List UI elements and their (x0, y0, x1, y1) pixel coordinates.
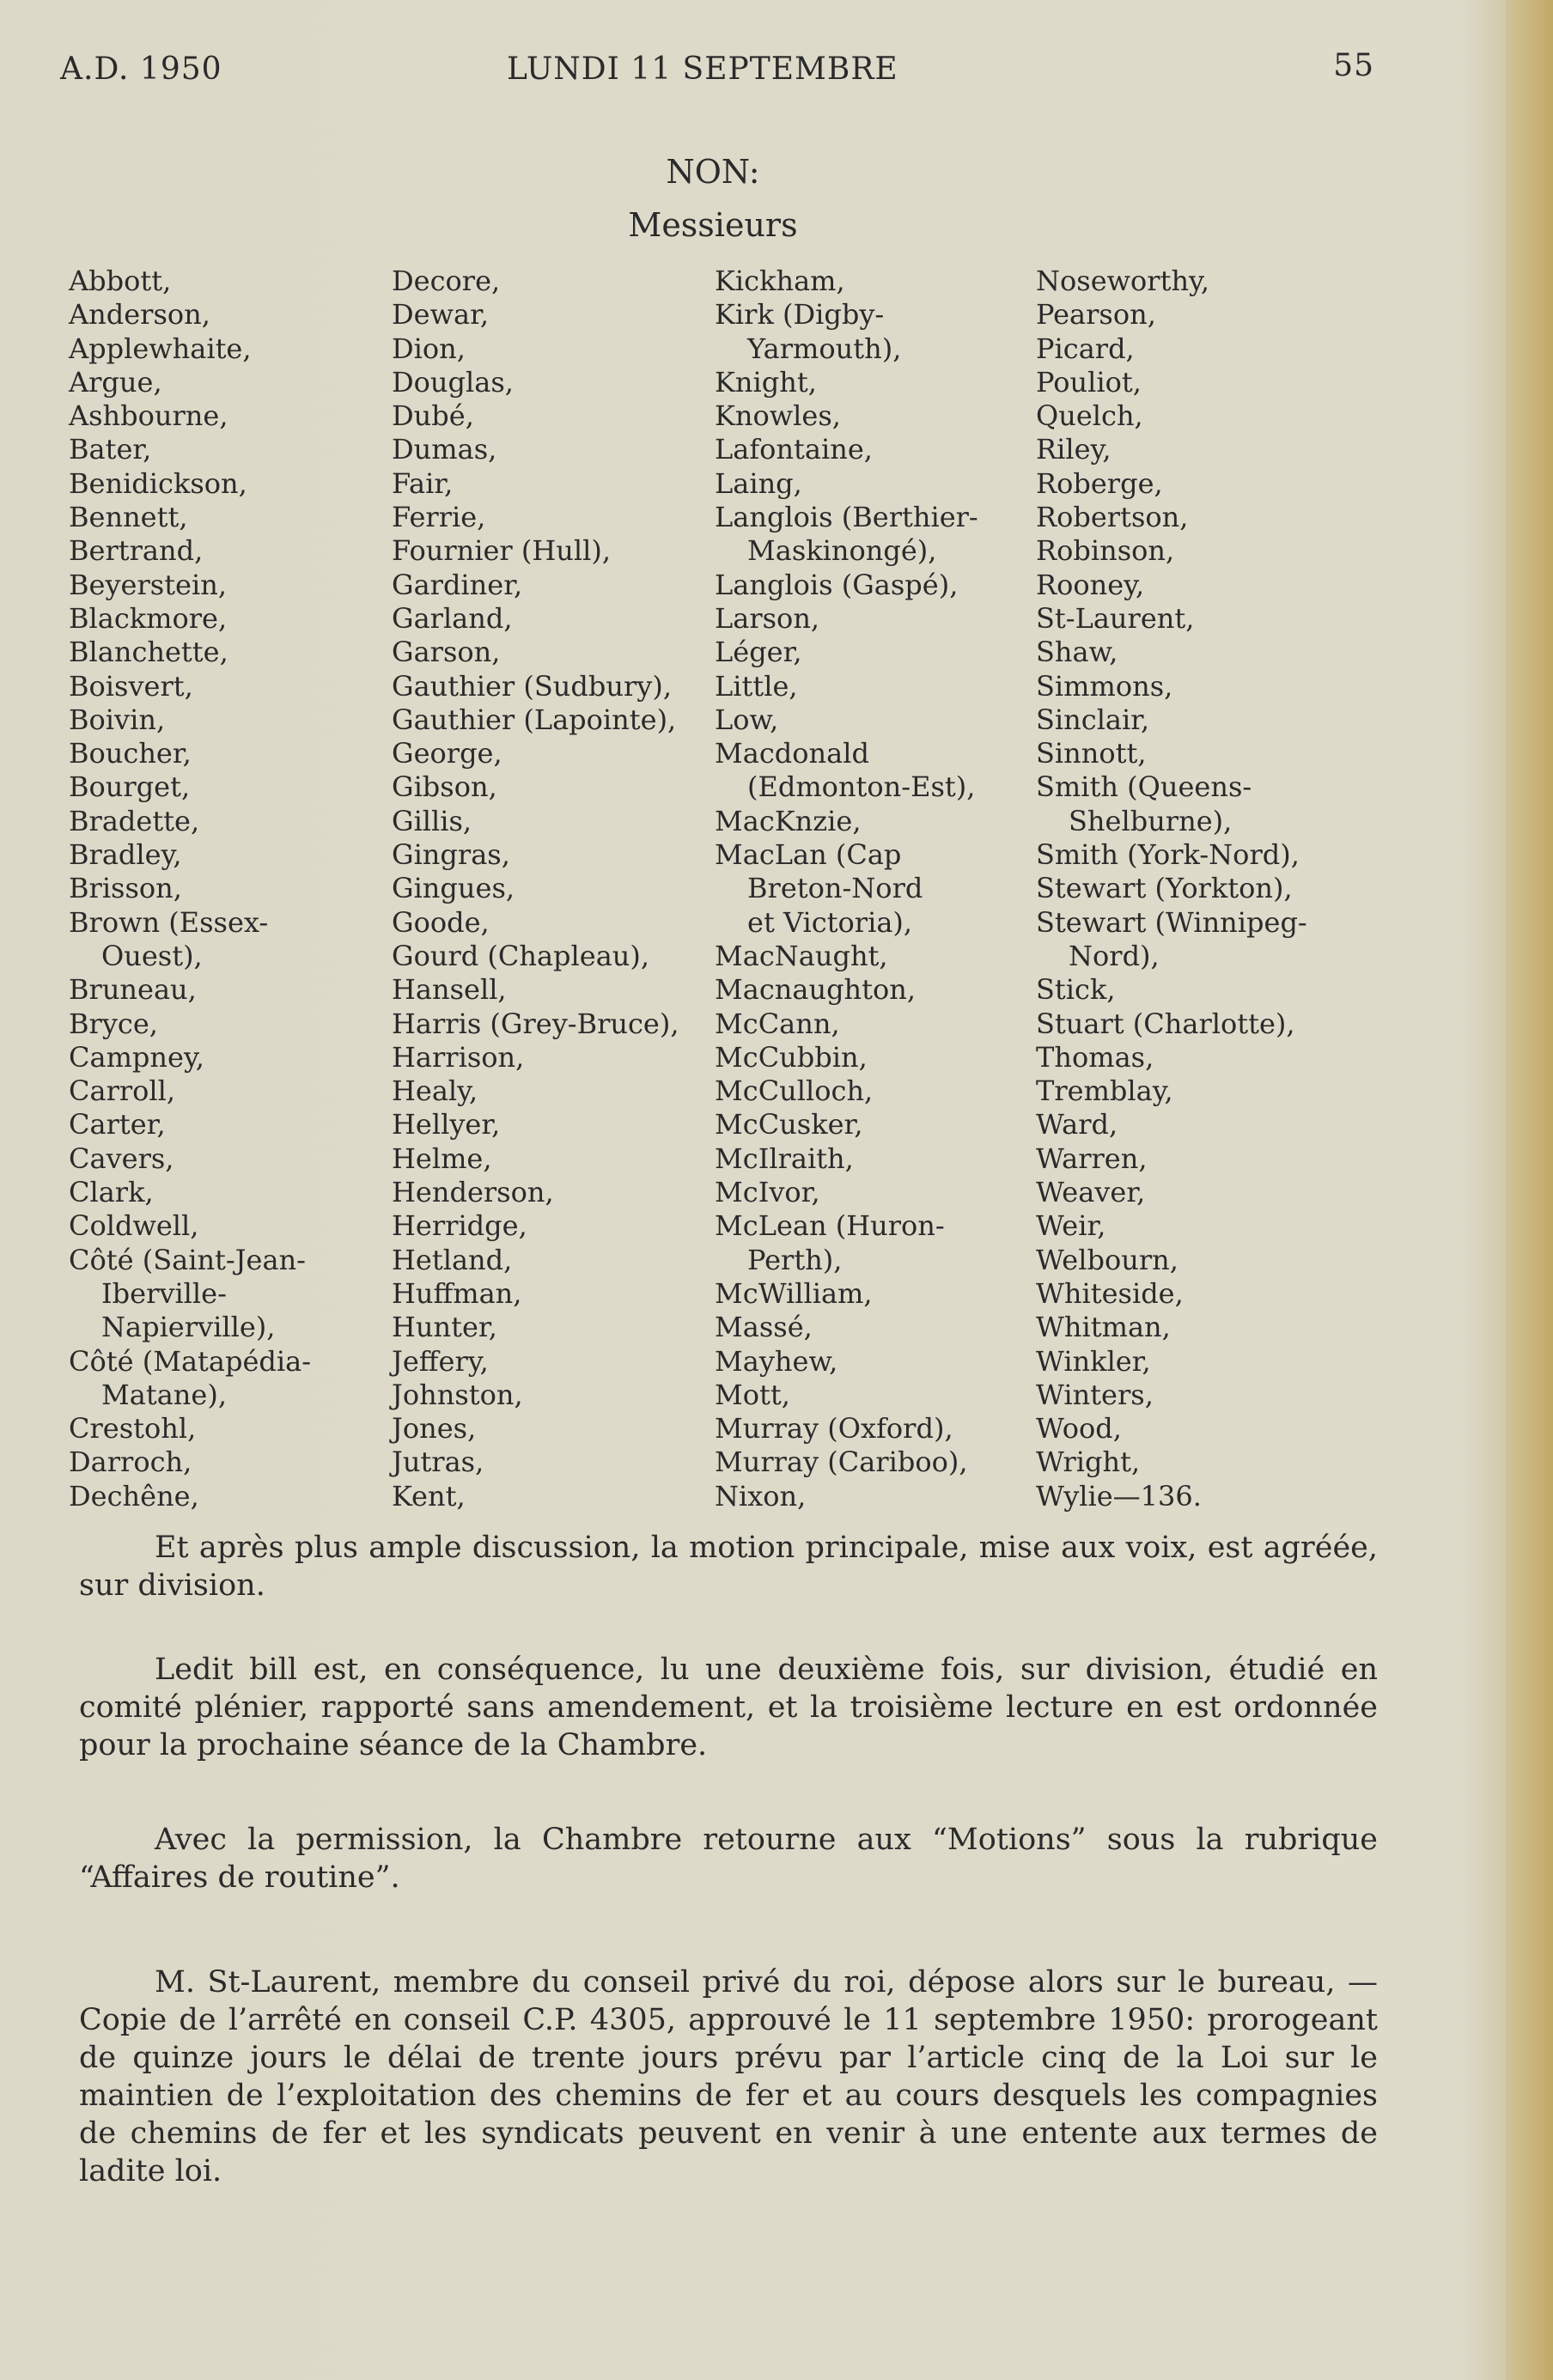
member-name: Boisvert, (69, 669, 193, 703)
member-name: Blackmore, (69, 601, 228, 635)
member-name: Larson, (715, 601, 820, 635)
member-name: Murray (Oxford), (715, 1412, 953, 1446)
names-column-2 (392, 265, 716, 1513)
member-name: Ferrie, (392, 501, 486, 534)
member-name: Garson, (392, 636, 501, 669)
member-name: Mayhew, (715, 1344, 838, 1378)
member-name: Ward, (1036, 1108, 1118, 1141)
member-name: Harrison, (392, 1040, 525, 1074)
member-name: Healy, (392, 1074, 478, 1108)
paragraph: Ledit bill est, en conséquence, lu une deuxième fois, sur division, étudié en comité plénier, rapporté sans amendement, et la troisième lecture en est ordonnée pour la prochaine séance de la Chambre. (79, 1653, 1378, 1762)
member-name: Gauthier (Lapointe), (392, 703, 677, 736)
member-name: Noseworthy, (1036, 265, 1210, 297)
member-name: Hansell, (392, 973, 507, 1007)
member-name: Coldwell, (69, 1209, 199, 1243)
member-name: Yarmouth), (747, 332, 902, 365)
member-name: Pearson, (1036, 298, 1156, 332)
member-name: Abbott, (69, 265, 172, 297)
member-name: Dewar, (392, 298, 490, 332)
member-name: Gingras, (392, 838, 510, 872)
member-name: Gingues, (392, 872, 515, 905)
member-name: Robertson, (1036, 501, 1189, 534)
member-name: Gardiner, (392, 568, 523, 601)
member-name: Thomas, (1036, 1040, 1154, 1074)
member-name: Carroll, (69, 1074, 176, 1108)
member-name: Low, (715, 703, 779, 736)
member-name: Wylie—136. (1036, 1479, 1202, 1513)
member-name: Massé, (715, 1311, 813, 1344)
member-name: St-Laurent, (1036, 601, 1195, 635)
member-name: Langlois (Berthier- (715, 501, 978, 534)
member-name: Iberville- (101, 1276, 227, 1310)
member-name: Anderson, (69, 298, 210, 332)
member-name: Knowles, (715, 399, 841, 433)
member-name: Harris (Grey-Bruce), (392, 1007, 679, 1040)
member-name: Henderson, (392, 1176, 554, 1209)
names-column-4 (1036, 265, 1361, 1513)
member-name: Clark, (69, 1176, 154, 1209)
member-name: Weaver, (1036, 1176, 1146, 1209)
member-name: Rooney, (1036, 568, 1145, 601)
member-name: Dubé, (392, 399, 474, 433)
member-name: Knight, (715, 365, 817, 399)
member-name: Winkler, (1036, 1344, 1151, 1378)
member-name: Nord), (1069, 939, 1160, 972)
member-name: Stewart (Winnipeg- (1036, 905, 1307, 939)
member-name: Gourd (Chapleau), (392, 939, 650, 972)
member-name: Helme, (392, 1141, 492, 1175)
member-name: Hetland, (392, 1243, 513, 1276)
member-name: Garland, (392, 601, 513, 635)
member-name: Stick, (1036, 973, 1116, 1007)
paragraph: M. St-Laurent, membre du conseil privé du roi, dépose alors sur le bureau, —Copie de l’arrêté en conseil C.P. 4305, approuvé le 11 septembre 1950: prorogeant de quinze jours le délai de trente jours prévu par l’article cinq de la Loi sur le maintien de l’exploitation des chemins de fer et au cours desquels les compagnies de chemins de fer et les syndicats peuvent en venir à une entente aux termes de ladite loi. (79, 1965, 1378, 2188)
member-name: Wright, (1036, 1446, 1141, 1479)
member-name: Sinclair, (1036, 703, 1150, 736)
member-name: MacKnzie, (715, 804, 862, 837)
binding-edge (1506, 0, 1553, 2380)
member-name: Riley, (1036, 433, 1111, 466)
member-name: Mott, (715, 1378, 790, 1411)
member-name: Murray (Cariboo), (715, 1446, 968, 1479)
member-name: et Victoria), (747, 905, 913, 939)
member-name: Blanchette, (69, 636, 228, 669)
member-name: Maskinongé), (747, 534, 937, 568)
member-name: Hunter, (392, 1311, 497, 1344)
member-name: Carter, (69, 1108, 166, 1141)
member-name: Warren, (1036, 1141, 1148, 1175)
member-name: MacNaught, (715, 939, 888, 972)
names-column-1 (69, 265, 393, 1513)
member-name: Picard, (1036, 332, 1135, 365)
member-name: Lafontaine, (715, 433, 873, 466)
member-name: Hellyer, (392, 1108, 501, 1141)
member-name: Johnston, (392, 1378, 523, 1411)
member-name: Boucher, (69, 737, 192, 770)
member-name: Weir, (1036, 1209, 1106, 1243)
member-name: Gauthier (Sudbury), (392, 669, 672, 703)
member-name: Douglas, (392, 365, 514, 399)
member-name: Tremblay, (1036, 1074, 1173, 1108)
member-name: Fair, (392, 466, 454, 500)
paragraph: Avec la permission, la Chambre retourne aux “Motions” sous la rubrique “Affaires de routine”. (79, 1823, 1378, 1895)
member-name: Welbourn, (1036, 1243, 1178, 1276)
member-name: Herridge, (392, 1209, 527, 1243)
member-name: Bryce, (69, 1007, 158, 1040)
member-name: Campney, (69, 1040, 204, 1074)
member-name: Kickham, (715, 265, 845, 297)
names-list (69, 265, 1361, 1513)
member-name: McCann, (715, 1007, 840, 1040)
member-name: Applewhaite, (69, 332, 252, 365)
member-name: Bourget, (69, 770, 191, 804)
member-name: McIlraith, (715, 1141, 854, 1175)
member-name: Dechêne, (69, 1479, 199, 1513)
member-name: Napierville), (101, 1311, 276, 1344)
member-name: Smith (York-Nord), (1036, 838, 1300, 872)
header-page-number: 55 (1333, 48, 1374, 83)
vote-salutation: Messieurs (628, 206, 798, 244)
member-name: Bater, (69, 433, 152, 466)
member-name: Whiteside, (1036, 1276, 1184, 1310)
member-name: Gibson, (392, 770, 497, 804)
member-name: MacLan (Cap (715, 838, 902, 872)
member-name: Argue, (69, 365, 162, 399)
vote-heading: NON: (666, 153, 760, 191)
member-name: Gillis, (392, 804, 472, 837)
member-name: Dion, (392, 332, 466, 365)
member-name: McIvor, (715, 1176, 820, 1209)
member-name: Fournier (Hull), (392, 534, 611, 568)
member-name: Darroch, (69, 1446, 192, 1479)
member-name: Goode, (392, 905, 490, 939)
member-name: Decore, (392, 265, 501, 297)
member-name: McCubbin, (715, 1040, 868, 1074)
member-name: Bertrand, (69, 534, 204, 568)
member-name: Benidickson, (69, 466, 247, 500)
member-name: McLean (Huron- (715, 1209, 945, 1243)
member-name: Wood, (1036, 1412, 1122, 1446)
member-name: Macdonald (715, 737, 869, 770)
member-name: Jeffery, (392, 1344, 489, 1378)
member-name: Bruneau, (69, 973, 197, 1007)
member-name: Whitman, (1036, 1311, 1171, 1344)
member-name: McCulloch, (715, 1074, 874, 1108)
member-name: Langlois (Gaspé), (715, 568, 959, 601)
member-name: Perth), (747, 1243, 843, 1276)
member-name: Sinnott, (1036, 737, 1147, 770)
member-name: Crestohl, (69, 1412, 197, 1446)
member-name: Léger, (715, 636, 802, 669)
member-name: Shelburne), (1069, 804, 1233, 837)
member-name: Roberge, (1036, 466, 1163, 500)
member-name: McWilliam, (715, 1276, 873, 1310)
member-name: Huffman, (392, 1276, 522, 1310)
member-name: Côté (Matapédia- (69, 1344, 312, 1378)
member-name: Kent, (392, 1479, 466, 1513)
member-name: (Edmonton-Est), (747, 770, 976, 804)
member-name: Simmons, (1036, 669, 1173, 703)
member-name: Winters, (1036, 1378, 1154, 1411)
body-text (79, 1529, 1378, 2237)
member-name: Côté (Saint-Jean- (69, 1243, 306, 1276)
member-name: McCusker, (715, 1108, 863, 1141)
member-name: Pouliot, (1036, 365, 1142, 399)
member-name: Bradette, (69, 804, 200, 837)
member-name: Stewart (Yorkton), (1036, 872, 1293, 905)
member-name: Quelch, (1036, 399, 1143, 433)
paragraph: Et après plus ample discussion, la motion principale, mise aux voix, est agréée, sur division. (79, 1531, 1378, 1603)
page-header (60, 48, 1374, 103)
member-name: Boivin, (69, 703, 166, 736)
member-name: Nixon, (715, 1479, 807, 1513)
member-name: George, (392, 737, 502, 770)
member-name: Jutras, (392, 1446, 484, 1479)
member-name: Beyerstein, (69, 568, 227, 601)
member-name: Kirk (Digby- (715, 298, 885, 332)
member-name: Brown (Essex- (69, 905, 269, 939)
member-name: Cavers, (69, 1141, 174, 1175)
member-name: Shaw, (1036, 636, 1118, 669)
member-name: Macnaughton, (715, 973, 917, 1007)
member-name: Robinson, (1036, 534, 1175, 568)
member-name: Bennett, (69, 501, 188, 534)
member-name: Matane), (101, 1378, 227, 1411)
names-column-3 (715, 265, 1039, 1513)
member-name: Bradley, (69, 838, 182, 872)
member-name: Brisson, (69, 872, 182, 905)
header-year: A.D. 1950 (60, 52, 222, 87)
member-name: Stuart (Charlotte), (1036, 1007, 1295, 1040)
member-name: Dumas, (392, 433, 497, 466)
member-name: Breton-Nord (747, 872, 923, 905)
member-name: Jones, (392, 1412, 477, 1446)
member-name: Little, (715, 669, 798, 703)
member-name: Ouest), (101, 939, 203, 972)
member-name: Ashbourne, (69, 399, 228, 433)
member-name: Smith (Queens- (1036, 770, 1252, 804)
member-name: Laing, (715, 466, 802, 500)
header-date: LUNDI 11 SEPTEMBRE (507, 52, 898, 87)
